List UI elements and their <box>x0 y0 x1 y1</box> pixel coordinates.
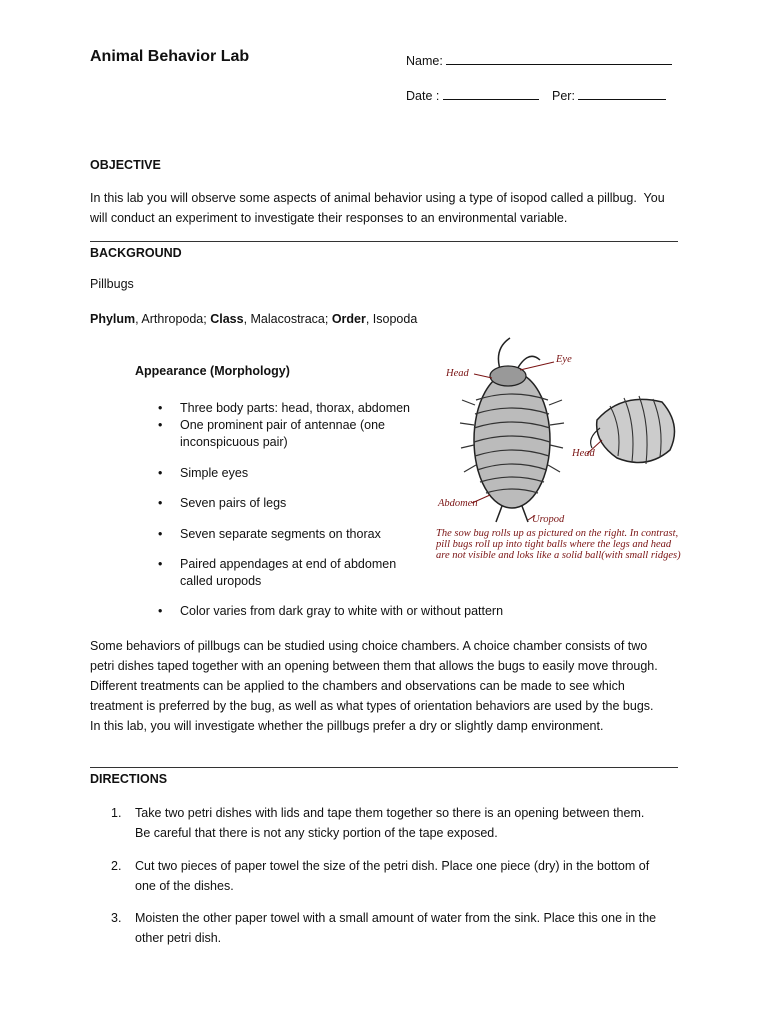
date-blank <box>443 87 539 100</box>
objective-text <box>90 188 690 228</box>
list-item: • Three body parts: head, thorax, abdomen <box>158 401 411 415</box>
date-label: Date : <box>406 89 440 103</box>
paragraph-line: treatment is preferred by the bug, as well as what types of orientation behaviors are used by the bugs. <box>90 699 654 713</box>
background-subject: Pillbugs <box>90 277 134 291</box>
objective-line-1: In this lab you will observe some aspects of animal behavior using a type of isopod called a pillbug. You <box>90 191 665 205</box>
order-label: Order <box>331 312 366 326</box>
list-item: • Seven pairs of legs <box>158 496 287 510</box>
phylum-value: , Arthropoda; <box>135 312 211 326</box>
caption-line-2: pill bugs roll up into tight balls where the legs and head <box>436 539 672 550</box>
directions-heading: DIRECTIONS <box>90 772 168 786</box>
eye-label: Eye <box>556 354 572 365</box>
name-field[interactable] <box>406 52 672 68</box>
list-item: • Simple eyes <box>158 466 249 480</box>
background-heading: BACKGROUND <box>90 246 182 260</box>
list-item: 1. Take two petri dishes with lids and tape them together so there is an opening between them. Be careful that there is not any sticky portion of the tape exposed. <box>111 806 645 840</box>
date-field[interactable] <box>406 87 539 103</box>
background-paragraph <box>90 636 690 736</box>
head-label-rolled: Head <box>572 448 595 459</box>
paragraph-line: In this lab, you will investigate whether the pillbugs prefer a dry or slightly damp environment. <box>90 719 604 733</box>
head-label: Head <box>446 368 469 379</box>
caption-line-3: are not visible and loks like a solid ball(with small ridges) <box>436 550 681 561</box>
taxonomy-line <box>90 312 417 326</box>
list-item: 3. Moisten the other paper towel with a small amount of water from the sink. Place this one in the other petri dish. <box>111 911 657 945</box>
objective-heading: OBJECTIVE <box>90 158 161 172</box>
divider-1 <box>90 241 678 242</box>
per-blank <box>578 87 666 100</box>
period-field[interactable] <box>552 87 666 103</box>
appearance-heading: Appearance (Morphology) <box>135 364 290 378</box>
paragraph-line: Different treatments can be applied to the chambers and observations can be made to see which <box>90 679 625 693</box>
paragraph-line: Some behaviors of pillbugs can be studied using choice chambers. A choice chamber consists of two <box>90 639 648 653</box>
class-value: , Malacostraca; <box>243 312 332 326</box>
list-item: • Color varies from dark gray to white with or without pattern <box>158 604 504 618</box>
name-blank <box>446 52 672 65</box>
order-value: , Isopoda <box>365 312 418 326</box>
abdomen-label: Abdomen <box>438 498 478 509</box>
list-item: • One prominent pair of antennae (one inconspicuous pair) <box>158 418 385 449</box>
list-item: 2. Cut two pieces of paper towel the size of the petri dish. Place one piece (dry) in the bottom of one of the dishes. <box>111 859 650 893</box>
phylum-label: Phylum <box>90 312 136 326</box>
figure-caption <box>436 528 686 561</box>
divider-2 <box>90 767 678 768</box>
list-item: • Seven separate segments on thorax <box>158 527 381 541</box>
paragraph-line: petri dishes taped together with an opening between them that allows the bugs to easily move through. <box>90 659 658 673</box>
list-item: • Paired appendages at end of abdomen called uropods <box>158 557 397 588</box>
pillbug-figure <box>432 330 682 570</box>
caption-line-1: The sow bug rolls up as pictured on the right. In contrast, <box>436 528 679 539</box>
objective-line-2: will conduct an experiment to investigate their responses to an environmental variable. <box>90 211 568 225</box>
class-label: Class <box>210 312 244 326</box>
per-label: Per: <box>552 89 575 103</box>
uropod-label: Uropod <box>532 514 565 525</box>
page-title: Animal Behavior Lab <box>90 48 250 65</box>
name-label: Name: <box>406 54 443 68</box>
